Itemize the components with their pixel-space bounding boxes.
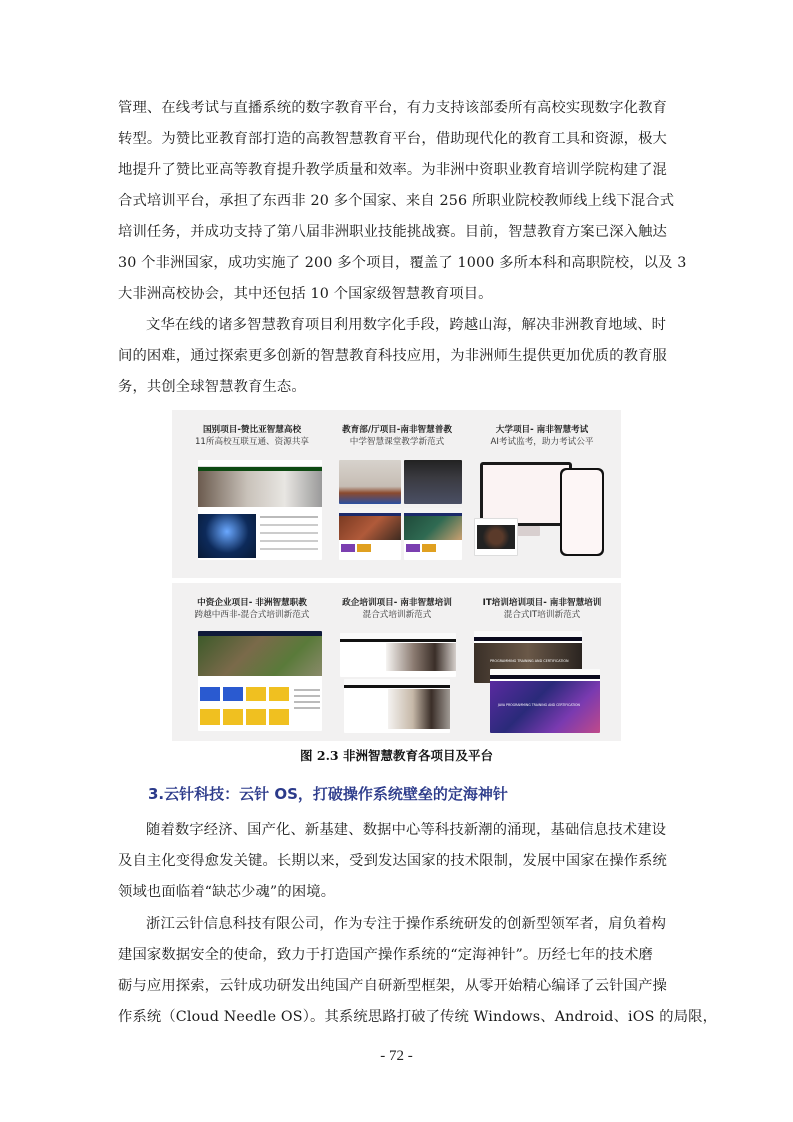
it-banner-text-2: JAVA PROGRAMMING TRAINING AND CERTIFICATION (498, 703, 580, 707)
figure-panel-top (172, 410, 621, 578)
text-line: 间的困难，通过探索更多创新的智慧教育科技应用，为非洲师生提供更加优质的教育服 (118, 348, 667, 364)
exam-phone-screenshot (560, 468, 604, 556)
text-line: 及自主化变得愈发关键。长期以来，受到发达国家的技术限制，发展中国家在操作系统 (118, 853, 667, 869)
paragraph-3 (118, 815, 678, 908)
figure-item-title: 中资企业项目- 非洲智慧职教 (197, 598, 307, 608)
figure-item-subtitle: 混合式培训新范式 (362, 610, 432, 620)
text-line: 作系统（Cloud Needle OS）。其系统思路打破了传统 Windows、Android、iOS 的局限， (118, 1009, 718, 1025)
text-line: 文华在线的诸多智慧教育项目利用数字化手段，跨越山海，解决非洲教育地域、时 (146, 317, 667, 333)
figure-item-gov-training (327, 597, 467, 621)
text-line: 领域也面临着“缺芯少魂”的困境。 (118, 884, 336, 900)
k12-portal-screenshot-2 (404, 508, 462, 560)
figure-item-title: 教育部/厅项目-南非智慧普教 (342, 425, 452, 435)
figure-item-title: 政企培训项目- 南非智慧培训 (342, 598, 452, 608)
text-line: 管理、在线考试与直播系统的数字教育平台，有力支持该部委所有高校实现数字化教育 (118, 100, 667, 116)
it-banner-text-1: PROGRAMMING TRAINING AND CERTIFICATION (490, 659, 569, 663)
exam-monitor-screenshot (480, 462, 572, 526)
text-line: 随着数字经济、国产化、新基建、数据中心等科技新潮的涌现，基础信息技术建设 (146, 822, 667, 838)
figure-item-zambia (182, 424, 322, 448)
figure-item-subtitle: AI考试监考，助力考试公平 (490, 437, 594, 447)
text-line: 砺与应用探索，云针成功研发出纯国产自研新型框架，从零开始精心编译了云针国产操 (118, 978, 667, 994)
k12-portal-screenshot-1 (339, 508, 401, 560)
figure-item-title: 大学项目- 南非智慧考试 (495, 425, 589, 435)
section-heading: 3.云针科技：云针 OS，打破操作系统壁垒的定海神针 (148, 785, 508, 803)
text-line: 培训任务，并成功支持了第八届非洲职业技能挑战赛。目前，智慧教育方案已深入触达 (118, 224, 667, 240)
text-line: 务，共创全球智慧教育生态。 (118, 379, 306, 395)
classroom-photo-1 (339, 460, 401, 504)
figure-item-subtitle: 11所高校互联互通、资源共享 (194, 437, 310, 447)
text-line: 大非洲高校协会，其中还包括 10 个国家级智慧教育项目。 (118, 286, 493, 302)
figure-item-vocational (182, 597, 322, 621)
figure-item-sa-exam (472, 424, 612, 448)
paragraph-4 (118, 909, 718, 1033)
vocational-portal-screenshot (198, 631, 322, 731)
paragraph-1 (118, 93, 687, 310)
figure-item-sa-k12 (327, 424, 467, 448)
text-line: 建国家数据安全的使命，致力于打造国产操作系统的“定海神针”。历经七年的技术磨 (118, 947, 654, 963)
it-training-screenshot-2 (490, 669, 600, 733)
gov-training-screenshot-2 (344, 679, 450, 733)
figure-item-title: IT培训培训项目- 南非智慧培训 (482, 598, 602, 608)
exam-webcam-photo (474, 518, 518, 556)
paragraph-2 (118, 310, 678, 403)
text-line: 30 个非洲国家，成功实施了 200 多个项目，覆盖了 1000 多所本科和高职院校，以及 3 (118, 255, 687, 271)
figure-item-subtitle: 中学智慧课堂教学新范式 (349, 437, 445, 447)
text-line: 转型。为赞比亚教育部打造的高教智慧教育平台，借助现代化的教育工具和资源，极大 (118, 131, 667, 147)
figure-item-subtitle: 混合式IT培训新范式 (503, 610, 581, 620)
figure-panel-bottom (172, 583, 621, 741)
figure-item-it-training (472, 597, 612, 621)
classroom-photo-2 (404, 460, 462, 504)
figure-2-3 (172, 410, 621, 741)
gov-training-screenshot-1 (340, 633, 456, 677)
text-line: 浙江云针信息科技有限公司，作为专注于操作系统研发的创新型领军者，肩负着构 (146, 916, 667, 932)
figure-caption: 图 2.3 非洲智慧教育各项目及平台 (300, 748, 493, 763)
zambia-portal-screenshot (198, 460, 322, 560)
figure-item-subtitle: 跨越中西非-混合式培训新范式 (194, 610, 310, 620)
figure-item-title: 国别项目-赞比亚智慧高校 (202, 425, 302, 435)
text-line: 地提升了赞比亚高等教育提升教学质量和效率。为非洲中资职业教育培训学院构建了混 (118, 162, 667, 178)
page-number: - 72 - (380, 1048, 413, 1064)
text-line: 合式培训平台，承担了东西非 20 多个国家、来自 256 所职业院校教师线上线下混合式 (118, 193, 675, 209)
